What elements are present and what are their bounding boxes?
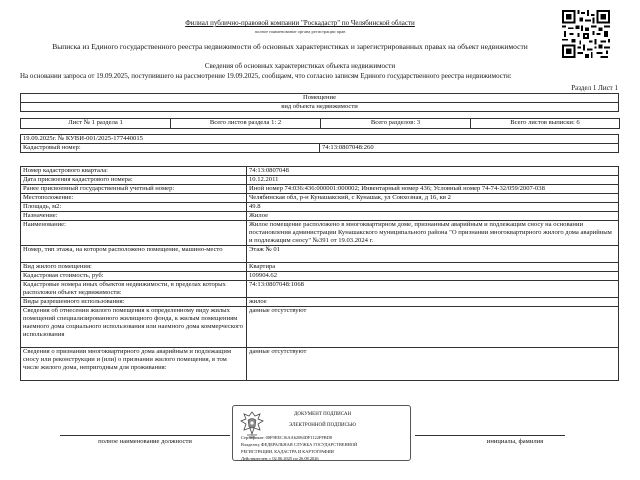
- request-basis: На основании запроса от 19.09.2025, поступившего на рассмотрение 19.09.2025, сообщаем, что согласно записям Единого государственного реестра недвижимости:: [20, 72, 512, 80]
- row-label: Номер кадастрового квартала:: [21, 167, 247, 176]
- row-label: Местоположение:: [21, 194, 247, 203]
- row-label: Площадь, м2:: [21, 203, 247, 212]
- extract-title: Выписка из Единого государственного реестра недвижимости об основных характеристиках и зарегистрированных правах на объект недвижимости: [52, 42, 528, 51]
- row-value: Челябинская обл, р-н Кунашакский, с Кунашак, ул Совхозная, д 16, кв 2: [247, 194, 619, 203]
- row-value: 10.12.2011: [247, 176, 619, 185]
- position-caption: полное наименование должности: [98, 438, 192, 445]
- sheets-table: [20, 118, 620, 129]
- stamp-validity: Действителен: с 02.06.2025 по 26.08.2026: [241, 456, 319, 461]
- table-row: [21, 263, 619, 272]
- stamp-line-1: ДОКУМЕНТ ПОДПИСАН: [293, 412, 352, 417]
- table-row: [21, 348, 619, 381]
- row-value: данные отсутствуют: [247, 348, 619, 381]
- object-type: Помещение: [21, 94, 619, 103]
- total-sheets: Всего листов выписки: 6: [471, 119, 620, 129]
- e-signature-stamp: [232, 405, 411, 461]
- row-label: Дата присвоения кадастрового номера:: [21, 176, 247, 185]
- name-caption: инициалы, фамилия: [486, 438, 544, 445]
- row-value: Жилое: [247, 212, 619, 221]
- row-value: данные отсутствуют: [247, 307, 619, 348]
- row-value: Квартира: [247, 263, 619, 272]
- section-sheet-label: Раздел 1 Лист 1: [571, 84, 618, 92]
- extract-number-table: [20, 134, 619, 153]
- table-row: [21, 298, 619, 307]
- row-value: 109904.62: [247, 272, 619, 281]
- table-row: [21, 221, 619, 246]
- stamp-certificate: Сертификат: 00F9EEC16AA62084DF1122FFBD8: [241, 435, 333, 440]
- table-row: [21, 194, 619, 203]
- row-value: 74:13:0807048: [247, 167, 619, 176]
- total-sections: Всего разделов: 3: [321, 119, 471, 129]
- row-label: Вид жилого помещения:: [21, 263, 247, 272]
- table-row: [21, 203, 619, 212]
- qr-code-icon: [562, 10, 610, 58]
- cadastral-number-value: 74:13:0807048:260: [320, 144, 619, 153]
- table-row: [21, 281, 619, 298]
- stamp-owner-cont: РЕГИСТРАЦИИ, КАДАСТРА И КАРТОГРАФИИ: [241, 449, 334, 454]
- total-sheets-section: Всего листов раздела 1: 2: [171, 119, 321, 129]
- position-line: [60, 435, 230, 436]
- stamp-owner: Владелец: ФЕДЕРАЛЬНАЯ СЛУЖБА ГОСУДАРСТВЕННОЙ: [241, 442, 358, 447]
- table-row: [21, 307, 619, 348]
- cadastral-number-label: Кадастровый номер:: [21, 144, 320, 153]
- row-label: Сведения о признании многоквартирного дома аварийным и подлежащим сносу или реконструкции и (или) о признании жилого помещения, в том числе жилого дома, непригодным для проживания:: [21, 348, 247, 381]
- table-row: [21, 185, 619, 194]
- row-value: 74:13:0807048:1068: [247, 281, 619, 298]
- sheet-number: Лист № 1 раздела 1: [21, 119, 171, 129]
- row-value: Иной номер 74:036:436:000001:000002; Инвентарный номер 436; Условный номер 74-74-32/059/2007-038: [247, 185, 619, 194]
- row-label: Наименование:: [21, 221, 247, 246]
- object-type-caption: вид объекта недвижимости: [21, 103, 619, 112]
- name-line: [415, 435, 565, 436]
- table-row: [21, 167, 619, 176]
- table-row: [21, 212, 619, 221]
- branch-name: Филиал публично-правовой компании "Роскадастр" по Челябинской области: [185, 19, 415, 27]
- row-value: 49.8: [247, 203, 619, 212]
- row-label: Номер, тип этажа, на котором расположено помещение, машино-место: [21, 246, 247, 263]
- row-value: жилое: [247, 298, 619, 307]
- row-label: Кадастровая стоимость, руб:: [21, 272, 247, 281]
- branch-caption: полное наименование органа регистрации прав: [254, 29, 346, 34]
- info-title: Сведения об основных характеристиках объекта недвижимости: [204, 62, 396, 70]
- table-row: [21, 246, 619, 263]
- extract-number: 19.09.2025г. № КУВИ-001/2025-177440015: [21, 135, 619, 144]
- row-value: Этаж № 01: [247, 246, 619, 263]
- row-label: Назначение:: [21, 212, 247, 221]
- table-row: [21, 272, 619, 281]
- stamp-line-2: ЭЛЕКТРОННОЙ ПОДПИСЬЮ: [289, 423, 356, 428]
- object-type-table: [20, 93, 619, 112]
- row-label: Ранее присвоенный государственный учетный номер:: [21, 185, 247, 194]
- table-row: [21, 176, 619, 185]
- row-label: Виды разрешенного использования:: [21, 298, 247, 307]
- row-label: Кадастровые номера иных объектов недвижимости, в пределах которых расположен объект недвижимости:: [21, 281, 247, 298]
- row-label: Сведения об отнесении жилого помещения к определенному виду жилых помещений специализированного жилищного фонда, к жилым помещениям наемного дома социального использования или наемного дома коммерческого использования: [21, 307, 247, 348]
- characteristics-table: [20, 166, 619, 381]
- row-value: Жилое помещение расположено в многоквартирном доме, признанным аварийным и подлежащим сносу на основании постановления администрации Кунашакского муниципального района "О признании многоквартирного жилого дома аварийным и подлежащим сносу" №391 от 19.03.2024 г.: [247, 221, 619, 246]
